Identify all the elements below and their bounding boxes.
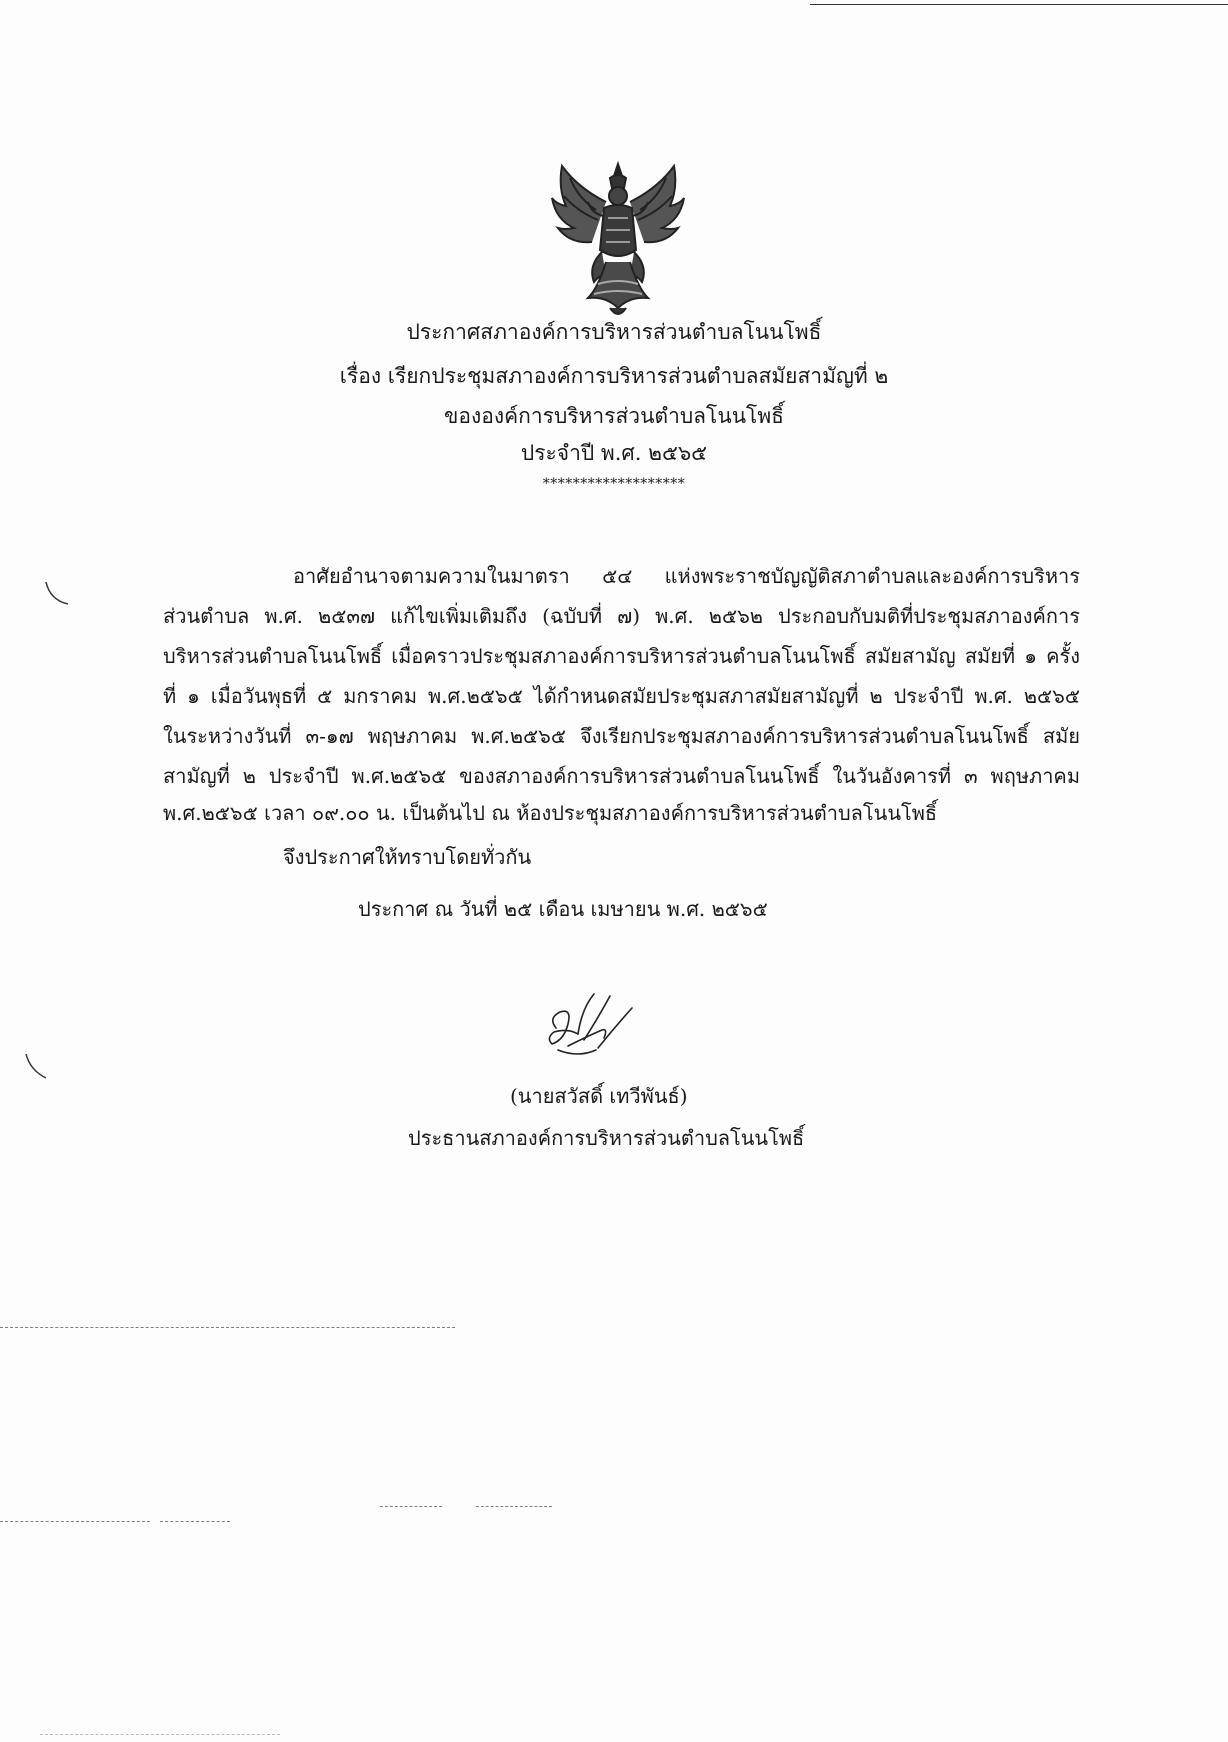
- scan-artifact-line: [40, 1734, 280, 1735]
- signatory-position: ประธานสภาองค์การบริหารส่วนตำบลโนนโพธิ์: [408, 1126, 805, 1150]
- scan-artifact-line: [380, 1506, 442, 1507]
- closing-statement: จึงประกาศให้ทราบโดยทั่วกัน: [283, 845, 532, 869]
- garuda-emblem-icon: [548, 158, 688, 323]
- scan-artifact-line: [160, 1521, 230, 1522]
- announcement-date: ประกาศ ณ วันที่ ๒๕ เดือน เมษายน พ.ศ. ๒๕๖๕: [358, 897, 768, 921]
- body-line-3: บริหารส่วนตำบลโนนโพธิ์ เมื่อคราวประชุมสภาองค์การบริหารส่วนตำบลโนนโพธิ์ สมัยสามัญ สมัยที่ ๑ ครั้ง: [163, 644, 1080, 668]
- signatory-name: (นายสวัสดิ์ เทวีพันธ์): [510, 1084, 688, 1108]
- scan-mark-icon: [42, 580, 72, 610]
- scan-edge-line: [810, 4, 1228, 5]
- scan-artifact-line: [0, 1327, 455, 1328]
- scan-artifact-line: [0, 1521, 150, 1522]
- body-line-4: ที่ ๑ เมื่อวันพุธที่ ๕ มกราคม พ.ศ.๒๕๖๕ ได้กำหนดสมัยประชุมสภาสมัยสามัญที่ ๒ ประจำปี พ.ศ. ๒๕๖๕: [163, 684, 1080, 708]
- announcement-organization: ขององค์การบริหารส่วนตำบลโนนโพธิ์: [444, 404, 784, 428]
- body-line-7: พ.ศ.๒๕๖๕ เวลา ๐๙.๐๐ น. เป็นต้นไป ณ ห้องประชุมสภาองค์การบริหารส่วนตำบลโนนโพธิ์: [163, 801, 938, 825]
- body-line-5: ในระหว่างวันที่ ๓-๑๗ พฤษภาคม พ.ศ.๒๕๖๕ จึงเรียกประชุมสภาองค์การบริหารส่วนตำบลโนนโพธิ์ สมัย: [163, 724, 1080, 748]
- title-separator: *******************: [542, 476, 686, 492]
- scan-artifact-line: [476, 1506, 552, 1507]
- body-line-1: อาศัยอำนาจตามความในมาตรา ๕๔ แห่งพระราชบัญญัติสภาตำบลและองค์การบริหาร: [293, 564, 1080, 588]
- scan-mark-icon: [22, 1052, 52, 1082]
- announcement-subject: เรื่อง เรียกประชุมสภาองค์การบริหารส่วนตำบลสมัยสามัญที่ ๒: [339, 364, 889, 388]
- handwritten-signature: [538, 988, 648, 1068]
- body-line-2: ส่วนตำบล พ.ศ. ๒๕๓๗ แก้ไขเพิ่มเติมถึง (ฉบับที่ ๗) พ.ศ. ๒๕๖๒ ประกอบกับมติที่ประชุมสภาองค์การ: [163, 604, 1080, 628]
- announcement-year: ประจำปี พ.ศ. ๒๕๖๕: [520, 441, 708, 465]
- body-line-6: สามัญที่ ๒ ประจำปี พ.ศ.๒๕๖๕ ของสภาองค์การบริหารส่วนตำบลโนนโพธิ์ ในวันอังคารที่ ๓ พฤษภาคม: [163, 764, 1080, 788]
- announcement-title: ประกาศสภาองค์การบริหารส่วนตำบลโนนโพธิ์: [406, 320, 822, 344]
